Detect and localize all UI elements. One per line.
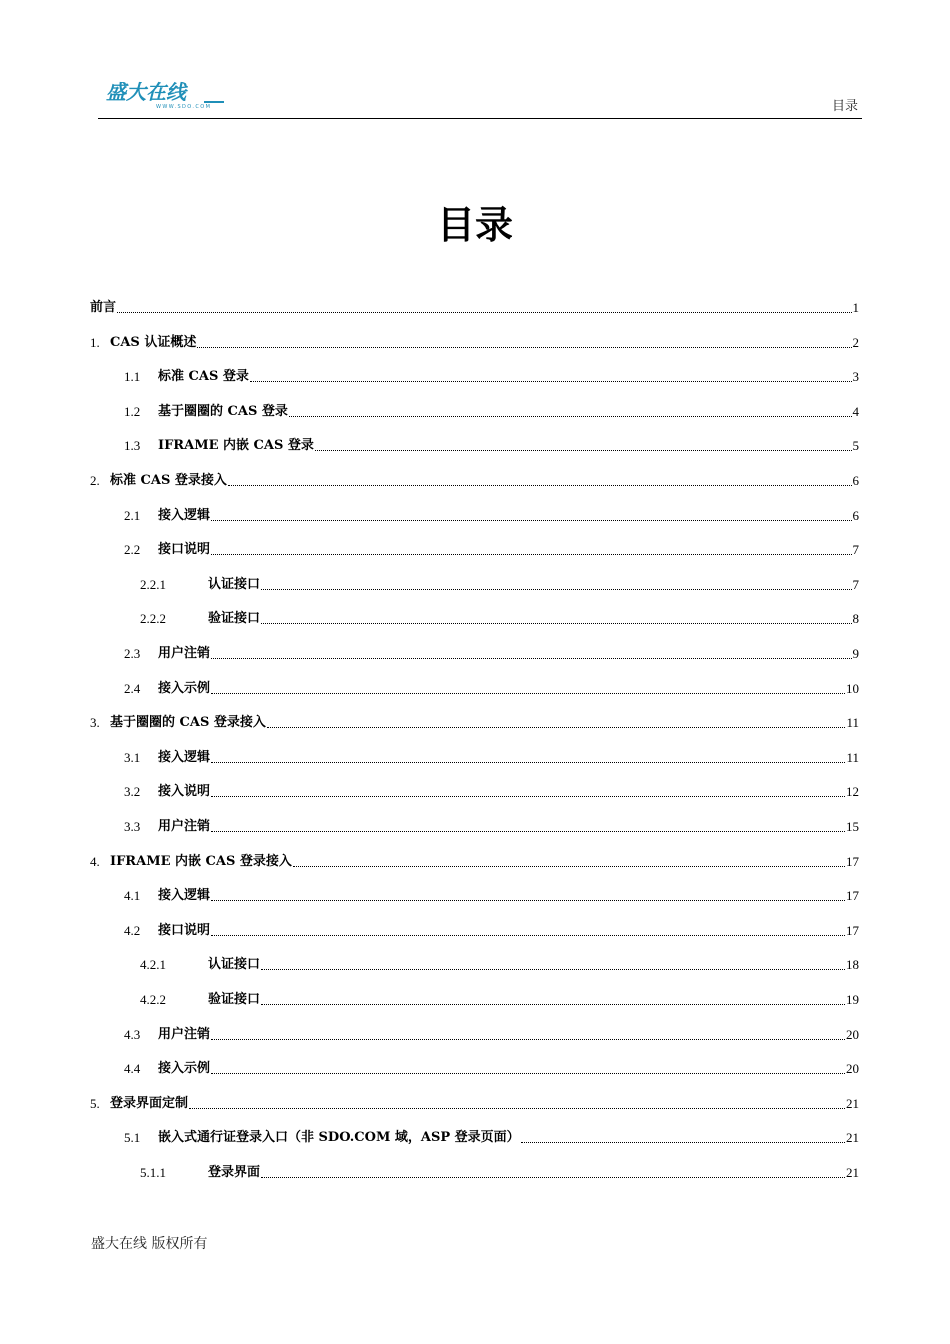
toc-entry-title: 标准 CAS 登录接入: [110, 473, 227, 488]
toc-dot-leader: [261, 1176, 845, 1178]
toc-entry-title: 标准 CAS 登录: [158, 369, 249, 385]
toc-entry-number: 4.2.2: [140, 992, 166, 1007]
toc-entry-title: 接口说明: [158, 542, 211, 558]
toc-entry-number: 4.3: [124, 1026, 141, 1042]
toc-entry-number: 1.3: [124, 438, 141, 454]
toc-entry-number: 4.2: [124, 922, 141, 938]
toc-entry[interactable]: [90, 364, 859, 386]
toc-dot-leader: [211, 761, 845, 763]
toc-entry-title: 用户注销: [158, 819, 211, 834]
page-header: [98, 78, 862, 119]
toc-entry[interactable]: [90, 849, 859, 871]
toc-dot-leader: [261, 1003, 845, 1005]
toc-entry-page: 7: [852, 576, 859, 592]
toc-dot-leader: [521, 1141, 845, 1143]
toc-entry-number: 1.2: [124, 403, 141, 419]
toc-entry-page: 17: [846, 922, 859, 938]
toc-dot-leader: [211, 934, 845, 936]
toc-entry-number: 3.2: [124, 784, 141, 800]
toc-entry-title: 认证接口: [208, 957, 261, 973]
toc-dot-leader: [250, 380, 852, 382]
toc-entry[interactable]: [90, 676, 859, 698]
toc-entry-page: 21: [846, 1165, 859, 1180]
toc-entry-number: 5.: [90, 1095, 100, 1111]
toc-entry-title: 基于圈圈的 CAS 登录接入: [110, 715, 266, 731]
toc-entry-number: 2.1: [124, 507, 141, 523]
toc-entry-number: 2.: [90, 473, 100, 488]
toc-dot-leader: [261, 622, 851, 624]
toc-entry-page: 8: [852, 611, 859, 627]
toc-entry-title: 登录界面定制: [110, 1095, 189, 1111]
toc-entry-title: 接入示例: [158, 1061, 211, 1077]
toc-dot-leader: [261, 968, 845, 970]
toc-entry-title: 接入逻辑: [158, 749, 211, 765]
toc-entry[interactable]: [90, 433, 859, 455]
toc-dot-leader: [211, 1038, 845, 1040]
toc-dot-leader: [293, 865, 845, 867]
toc-dot-leader: [211, 830, 845, 832]
toc-entry-title: 验证接口: [208, 992, 261, 1007]
toc-entry-title: 前言: [90, 300, 117, 315]
toc-entry-title: 接入逻辑: [158, 507, 211, 523]
toc-entry-title: 认证接口: [208, 576, 261, 592]
logo-url: WWW.SDO.COM: [156, 104, 212, 110]
toc-dot-leader: [261, 588, 851, 590]
toc-entry-number: 4.4: [124, 1061, 141, 1077]
toc-entry[interactable]: [90, 814, 859, 836]
toc-entry-page: 20: [846, 1026, 859, 1042]
toc-dot-leader: [197, 346, 851, 348]
toc-entry[interactable]: [90, 710, 859, 732]
toc-dot-leader: [189, 1107, 845, 1109]
toc-entry-title: 用户注销: [158, 1026, 211, 1042]
toc-entry[interactable]: [90, 330, 859, 352]
toc-entry-page: 19: [846, 992, 859, 1007]
toc-entry-number: 2.4: [124, 680, 141, 696]
toc-dot-leader: [211, 795, 845, 797]
toc-entry-page: 20: [846, 1061, 859, 1077]
toc-entry-page: 7: [852, 542, 859, 558]
header-section-label: 目录: [831, 99, 858, 114]
page-title: 目录: [436, 203, 513, 247]
toc-entry-title: 接入逻辑: [158, 888, 211, 904]
toc-entry[interactable]: [90, 641, 859, 663]
toc-entry-page: 3: [852, 369, 859, 385]
toc-entry-number: 4.1: [124, 888, 141, 904]
toc-entry[interactable]: [90, 987, 859, 1009]
toc-entry-number: 2.2: [124, 542, 141, 558]
toc-dot-leader: [289, 415, 852, 417]
toc-entry-number: 3.3: [124, 819, 141, 834]
toc-dot-leader: [211, 692, 845, 694]
toc-entry-page: 2: [852, 334, 859, 350]
toc-entry[interactable]: [90, 606, 859, 628]
toc-entry-page: 4: [852, 403, 859, 419]
toc-entry[interactable]: [90, 1160, 859, 1182]
toc-entry-page: 11: [846, 749, 859, 765]
toc-entry-page: 10: [846, 680, 859, 696]
toc-entry-page: 21: [846, 1095, 859, 1111]
toc-entry[interactable]: [90, 1125, 859, 1147]
logo-underline: [204, 101, 224, 103]
toc-entry-number: 4.: [90, 853, 100, 869]
toc-entry-number: 4.2.1: [140, 957, 166, 973]
toc-entry-number: 2.3: [124, 646, 141, 661]
toc-entry[interactable]: [90, 779, 859, 801]
toc-entry-title: 基于圈圈的 CAS 登录: [158, 403, 288, 419]
sdo-logo: [106, 80, 246, 114]
toc-entry-number: 1.1: [124, 369, 141, 385]
toc-entry-page: 17: [846, 853, 859, 869]
toc-entry-number: 2.2.2: [140, 611, 166, 627]
toc-entry-title: 接口说明: [158, 922, 211, 938]
toc-entry-number: 3.: [90, 715, 100, 731]
toc-entry-number: 1.: [90, 334, 100, 350]
toc-dot-leader: [211, 657, 851, 659]
toc-entry-number: 5.1: [124, 1130, 141, 1146]
toc-entry[interactable]: [90, 468, 859, 490]
toc-dot-leader: [228, 484, 852, 486]
toc-dot-leader: [211, 899, 845, 901]
toc-entry-page: 11: [846, 715, 859, 731]
toc-dot-leader: [315, 449, 852, 451]
toc-entry-number: 5.1.1: [140, 1165, 166, 1180]
toc-entry[interactable]: [90, 952, 859, 974]
toc-entry-page: 18: [846, 957, 859, 973]
toc-entry-title: CAS 认证概述: [110, 334, 197, 350]
toc-entry[interactable]: [90, 572, 859, 594]
toc-entry[interactable]: [90, 1091, 859, 1113]
toc-entry-page: 17: [846, 888, 859, 904]
toc-entry[interactable]: [90, 1056, 859, 1078]
toc-entry-page: 5: [852, 438, 859, 454]
toc-entry-title: 用户注销: [158, 646, 211, 661]
toc-dot-leader: [211, 1072, 845, 1074]
toc-entry-title: 嵌入式通行证登录入口（非 SDO.COM 域，ASP 登录页面）: [158, 1130, 520, 1146]
toc-entry-title: IFRAME 内嵌 CAS 登录接入: [110, 853, 292, 869]
toc-entry-title: 登录界面: [208, 1165, 261, 1180]
toc-entry-title: 接入示例: [158, 680, 211, 696]
toc-entry-page: 21: [846, 1130, 859, 1146]
toc-entry[interactable]: [90, 883, 859, 905]
toc-entry[interactable]: [90, 1022, 859, 1044]
toc-dot-leader: [211, 553, 851, 555]
toc-entry-title: 接入说明: [158, 784, 211, 800]
toc-entry[interactable]: [90, 399, 859, 421]
toc-entry[interactable]: [90, 537, 859, 559]
toc-entry-page: 12: [846, 784, 859, 800]
toc-dot-leader: [117, 311, 851, 313]
toc-entry-number: 3.1: [124, 749, 141, 765]
toc-entry[interactable]: [90, 503, 859, 525]
toc-entry-title: IFRAME 内嵌 CAS 登录: [158, 438, 314, 454]
toc-dot-leader: [267, 726, 846, 728]
toc-entry-page: 1: [852, 300, 859, 315]
logo-text: 盛大在线: [106, 80, 186, 104]
toc-dot-leader: [211, 519, 851, 521]
toc-entry[interactable]: [90, 295, 859, 317]
toc-entry[interactable]: [90, 918, 859, 940]
toc-entry-page: 6: [852, 507, 859, 523]
toc-entry-page: 15: [846, 819, 859, 834]
toc-entry-page: 9: [852, 646, 859, 661]
toc-entry[interactable]: [90, 745, 859, 767]
page-footer: 盛大在线 版权所有: [91, 1236, 208, 1252]
toc-entry-number: 2.2.1: [140, 576, 166, 592]
toc-entry-page: 6: [852, 473, 859, 488]
toc-entry-title: 验证接口: [208, 611, 261, 627]
